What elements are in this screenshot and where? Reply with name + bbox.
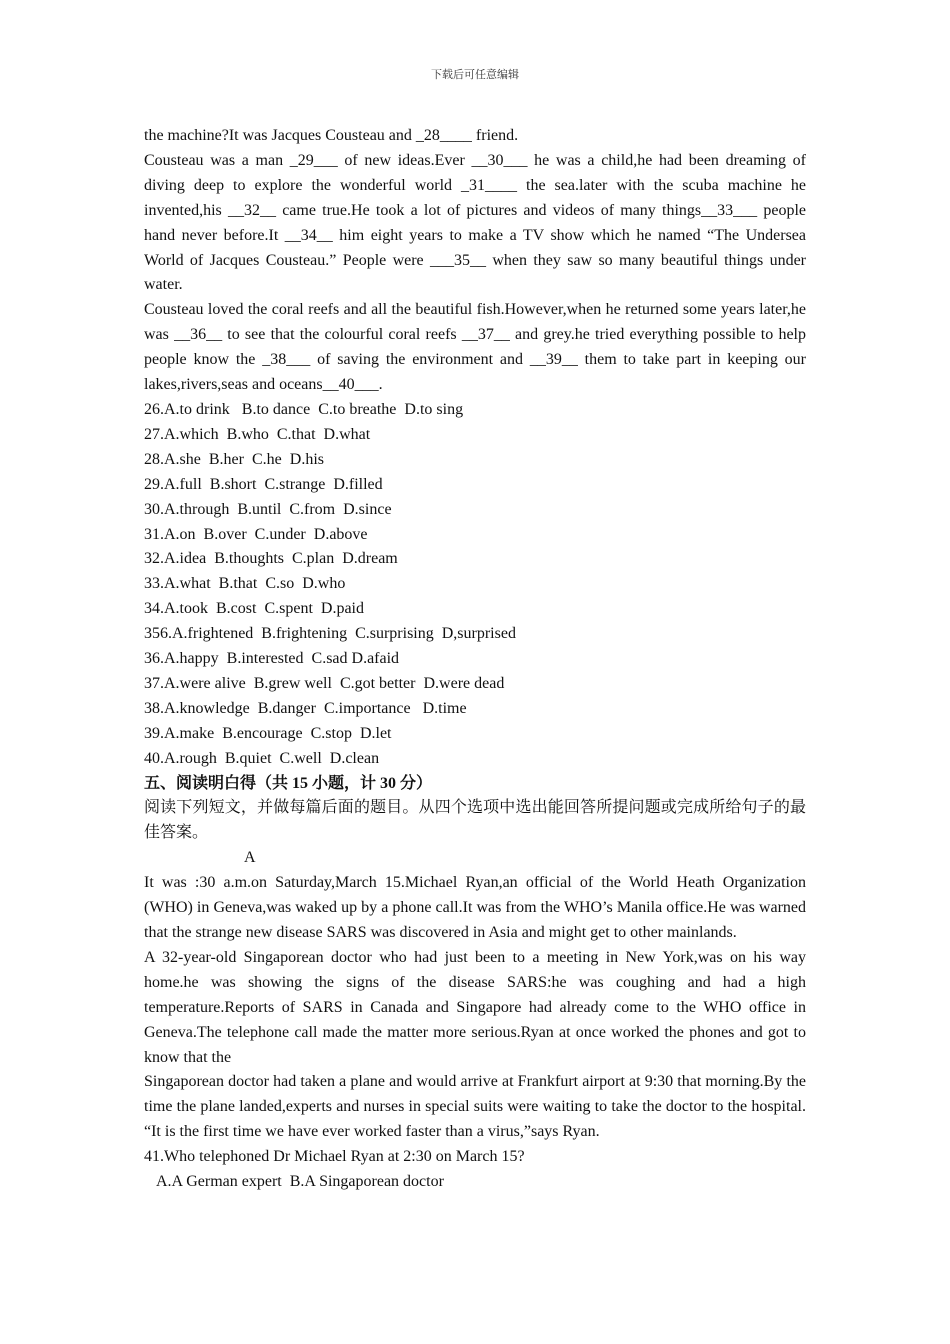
option-line-32: 32.A.idea B.thoughts C.plan D.dream bbox=[144, 550, 398, 568]
cloze-paragraph-1: Cousteau was a man _29___ of new ideas.Ever __30___ he was a child,he had been dreaming of diving deep to explore the wonderful world _31____ the sea.later with the scuba machine he invented,his __32__ came true.He took a lot of pictures and videos of many things__33___ people hand never before.It __34__ him eight years to make a TV show which he named “The Undersea World of Jacques Cousteau.” People were ___35__ when they saw so many beautiful things under water. bbox=[144, 151, 806, 294]
reading-paragraph-2: A 32-year-old Singaporean doctor who had just been to a meeting in New York,was on his way home.he was showing the signs of the disease SARS:he was coughing and had a high temperature.Reports of SARS in Canada and Singapore had already come to the WHO office in Geneva.The telephone call made the matter more serious.Ryan at once worked the phones and got to know that the bbox=[144, 948, 806, 1066]
option-line-35: 356.A.frightened B.frightening C.surprising D,surprised bbox=[144, 625, 516, 643]
document-body bbox=[144, 124, 806, 1195]
option-line-36: 36.A.happy B.interested C.sad D.afaid bbox=[144, 650, 400, 668]
reading-paragraph-1: It was :30 a.m.on Saturday,March 15.Michael Ryan,an official of the World Heath Organization (WHO) in Geneva,was waked up by a phone call.It was from the WHO’s Manila office.He was warned that the strange new disease SARS was discovered in Asia and might get to other mainlands. bbox=[144, 874, 806, 941]
cloze-intro-line: the machine?It was Jacques Cousteau and _28____ friend. bbox=[144, 127, 519, 144]
option-line-29: 29.A.full B.short C.strange D.filled bbox=[144, 475, 383, 493]
option-line-27: 27.A.which B.who C.that D.what bbox=[144, 425, 371, 443]
option-line-38: 38.A.knowledge B.danger C.importance D.time bbox=[144, 699, 467, 717]
section-instructions: 阅读下列短文，并做每篇后面的题目。从四个选项中选出能回答所提问题或完成所给句子的最佳答案。 bbox=[144, 799, 806, 842]
section-heading: 五、阅读明白得（共 15 小题，计 30 分） bbox=[144, 774, 433, 792]
option-line-34: 34.A.took B.cost C.spent D.paid bbox=[144, 600, 364, 618]
passage-label: A bbox=[244, 849, 256, 867]
cloze-paragraph-2: Cousteau loved the coral reefs and all the beautiful fish.However,when he returned some years later,he was __36__ to see that the colourful coral reefs __37__ and grey.he tried everything possible to help people know the _38___ of saving the environment and __39__ them to take part in keeping our lakes,rivers,seas and oceans__40___. bbox=[144, 301, 806, 394]
option-line-37: 37.A.were alive B.grew well C.got better D.were dead bbox=[144, 674, 505, 692]
reading-paragraph-3: Singaporean doctor had taken a plane and would arrive at Frankfurt airport at 9:30 that morning.By the time the plane landed,experts and nurses in special suits were waiting to take the doctor to the hospital. “It is the first time we have ever worked faster than a virus,”says Ryan. bbox=[144, 1073, 806, 1141]
option-line-40: 40.A.rough B.quiet C.well D.clean bbox=[144, 749, 380, 767]
cloze-options-list bbox=[144, 398, 806, 772]
page-header: 下载后可任意编辑 bbox=[431, 68, 519, 81]
option-line-31: 31.A.on B.over C.under D.above bbox=[144, 525, 368, 543]
option-line-30: 30.A.through B.until C.from D.since bbox=[144, 500, 392, 518]
question-41-options: A.A German expert B.A Singaporean doctor bbox=[156, 1173, 444, 1191]
option-line-26: 26.A.to drink B.to dance C.to breathe D.to sing bbox=[144, 400, 464, 418]
option-line-39: 39.A.make B.encourage C.stop D.let bbox=[144, 724, 392, 742]
option-line-28: 28.A.she B.her C.he D.his bbox=[144, 450, 324, 468]
question-41: 41.Who telephoned Dr Michael Ryan at 2:30 on March 15? bbox=[144, 1148, 525, 1166]
option-line-33: 33.A.what B.that C.so D.who bbox=[144, 575, 346, 593]
